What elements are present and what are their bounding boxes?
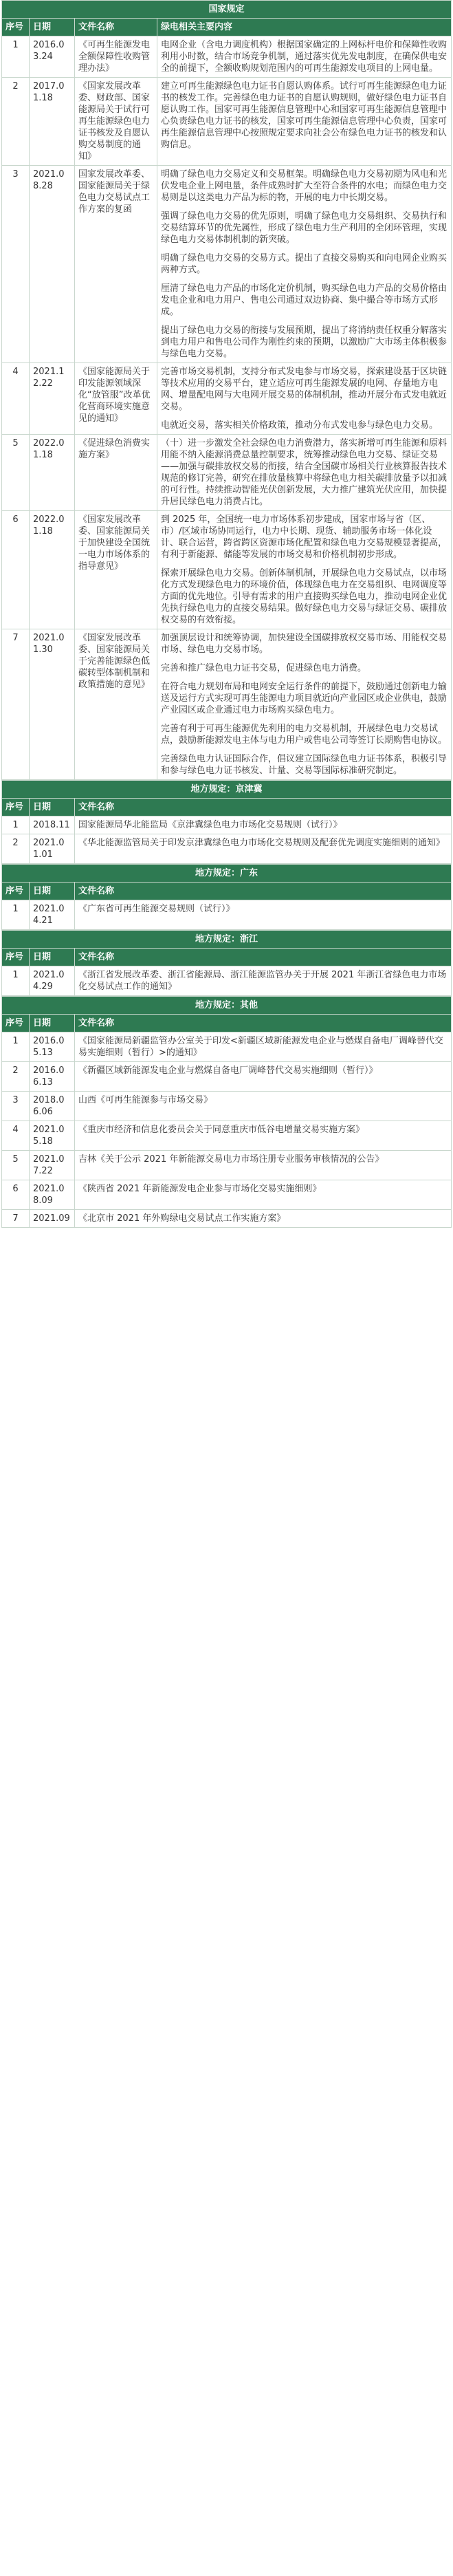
row-content bbox=[157, 363, 452, 435]
content-paragraph: 提出了绿色电力交易的衔接与发展预期，提出了将消纳责任权重分解落实到电力用户和售电公司作为刚性约束的预期，以激励广大市场主体积极参与绿色电力交易。 bbox=[161, 325, 448, 359]
row-date: 2017.01.18 bbox=[30, 78, 75, 166]
column-header-name: 文件名称 bbox=[75, 883, 452, 900]
row-document-name: 山西《可再生能源参与市场交易》 bbox=[75, 1092, 452, 1121]
column-header-no: 序号 bbox=[2, 19, 30, 36]
section-title: 地方规定：京津冀 bbox=[2, 781, 452, 799]
content-paragraph: 厘清了绿色电力产品的市场化定价机制，购买绿色电力产品的交易价格由发电企业和电力用户、售电公司通过双边协商、集中撮合等市场方式形成。 bbox=[161, 283, 448, 317]
row-number: 1 bbox=[2, 966, 30, 996]
row-document-name: 国家能源局华北能监局《京津冀绿色电力市场化交易规则（试行）》 bbox=[75, 816, 452, 834]
row-date: 2018.11 bbox=[30, 816, 75, 834]
row-date: 2021.12.22 bbox=[30, 363, 75, 435]
row-number: 1 bbox=[2, 36, 30, 78]
table-row bbox=[2, 900, 452, 930]
content-paragraph: 加强顶层设计和统筹协调，加快建设全国碳排放权交易市场、用能权交易市场、绿色电力交易市场。 bbox=[161, 633, 448, 655]
local-regulations bbox=[1, 780, 452, 1228]
row-date: 2021.05.18 bbox=[30, 1121, 75, 1151]
row-document-name: 《国家能源局关于印发能源领域深化“放管服”改革优化营商环境实施意见的通知》 bbox=[75, 363, 157, 435]
column-header-row bbox=[2, 1015, 452, 1032]
row-number: 6 bbox=[2, 1180, 30, 1210]
local-regulations-table bbox=[1, 864, 452, 930]
row-date: 2021.04.29 bbox=[30, 966, 75, 996]
content-paragraph: 完善绿色电力认证国际合作，倡议建立国际绿色电力证书体系，积极引导和参与绿色电力证书核发、计量、交易等国际标准研究制定。 bbox=[161, 754, 448, 776]
column-header-name: 文件名称 bbox=[75, 799, 452, 816]
row-document-name: 《国家发展改革委、财政部、国家能源局关于试行可再生能源绿色电力证书核发及自愿认购交易制度的通知》 bbox=[75, 78, 157, 166]
content-paragraph: 电网企业（含电力调度机构）根据国家确定的上网标杆电价和保障性收购利用小时数，结合市场竞争机制，通过落实优先发电制度，在确保供电安全的前提下，全额收购规划范围内的可再生能源发电项目的上网电量。 bbox=[161, 40, 448, 74]
row-number: 2 bbox=[2, 1062, 30, 1092]
table-row bbox=[2, 1151, 452, 1180]
row-content bbox=[157, 435, 452, 511]
column-header-no: 序号 bbox=[2, 799, 30, 816]
row-document-name: 吉林《关于公示 2021 年新能源交易电力市场注册专业服务审核情况的公告》 bbox=[75, 1151, 452, 1180]
row-document-name: 《北京市 2021 年外购绿电交易试点工作实施方案》 bbox=[75, 1210, 452, 1228]
column-header-row bbox=[2, 883, 452, 900]
section-title: 国家规定 bbox=[2, 1, 452, 19]
row-number: 6 bbox=[2, 511, 30, 629]
row-number: 4 bbox=[2, 363, 30, 435]
table-row bbox=[2, 1032, 452, 1062]
table-row bbox=[2, 363, 452, 435]
content-paragraph: 到 2025 年，全国统一电力市场体系初步建成，国家市场与省（区、市）/区域市场协同运行，电力中长期、现货、辅助服务市场一体化设计、联合运营，跨省跨区资源市场化配置和绿色电力交易规模显著提高，有利于新能源、储能等发展的市场交易和价格机制初步形成。 bbox=[161, 515, 448, 560]
column-header-date: 日期 bbox=[30, 799, 75, 816]
section-title-row bbox=[2, 865, 452, 883]
content-paragraph: 明确了绿色电力交易的交易方式。提出了直接交易购买和向电网企业购买两种方式。 bbox=[161, 253, 448, 275]
row-date: 2021.08.09 bbox=[30, 1180, 75, 1210]
table-row bbox=[2, 1180, 452, 1210]
content-paragraph: 强调了绿色电力交易的优先原则，明确了绿色电力交易组织、交易执行和交易结算环节的优先属性，形成了绿色电力生产利用的全闭环管理，实现绿色电力交易体制机制的新突破。 bbox=[161, 211, 448, 245]
column-header-name: 文件名称 bbox=[75, 19, 157, 36]
row-number: 1 bbox=[2, 1032, 30, 1062]
table-row bbox=[2, 435, 452, 511]
row-number: 1 bbox=[2, 900, 30, 930]
row-number: 1 bbox=[2, 816, 30, 834]
table-row bbox=[2, 834, 452, 864]
row-document-name: 《浙江省发展改革委、浙江省能源局、浙江能源监管办关于开展 2021 年浙江省绿色电力市场化交易试点工作的通知》 bbox=[75, 966, 452, 996]
column-header-name: 文件名称 bbox=[75, 949, 452, 966]
column-header-row bbox=[2, 19, 452, 36]
column-header-date: 日期 bbox=[30, 883, 75, 900]
row-date: 2022.01.18 bbox=[30, 435, 75, 511]
row-number: 3 bbox=[2, 166, 30, 363]
table-row bbox=[2, 966, 452, 996]
row-document-name: 《国家发展改革委、国家能源局关于完善能源绿色低碳转型体制机制和政策措施的意见》 bbox=[75, 629, 157, 780]
table-row bbox=[2, 629, 452, 780]
row-document-name: 《可再生能源发电全额保障性收购管理办法》 bbox=[75, 36, 157, 78]
row-content bbox=[157, 36, 452, 78]
row-date: 2022.01.18 bbox=[30, 511, 75, 629]
table-row bbox=[2, 1062, 452, 1092]
table-row bbox=[2, 166, 452, 363]
row-date: 2021.04.21 bbox=[30, 900, 75, 930]
row-document-name: 《国家能源局新疆监管办公室关于印发<新疆区域新能源发电企业与燃煤自备电厂调峰替代交易实施细则（暂行）>的通知》 bbox=[75, 1032, 452, 1062]
table-row bbox=[2, 1210, 452, 1228]
row-content bbox=[157, 78, 452, 166]
row-date: 2016.05.13 bbox=[30, 1032, 75, 1062]
row-number: 2 bbox=[2, 834, 30, 864]
row-date: 2021.01.30 bbox=[30, 629, 75, 780]
section-title-row bbox=[2, 931, 452, 949]
section-title-row bbox=[2, 1, 452, 19]
row-document-name: 《新疆区域新能源发电企业与燃煤自备电厂调峰替代交易实施细则（暂行）》 bbox=[75, 1062, 452, 1092]
local-regulations-table bbox=[1, 996, 452, 1228]
row-date: 2018.06.06 bbox=[30, 1092, 75, 1121]
content-paragraph: 在符合电力规划布局和电网安全运行条件的前提下，鼓励通过创新电力输送及运行方式实现可再生能源电力项目就近向产业园区或企业供电，鼓励产业园区或企业通过电力市场购买绿色电力。 bbox=[161, 682, 448, 715]
row-document-name: 《华北能源监管局关于印发京津冀绿色电力市场化交易规则及配套优先调度实施细则的通知》 bbox=[75, 834, 452, 864]
row-date: 2021.09 bbox=[30, 1210, 75, 1228]
content-paragraph: 完善和推广绿色电力证书交易，促进绿色电力消费。 bbox=[161, 663, 367, 673]
table-row bbox=[2, 1121, 452, 1151]
row-document-name: 《重庆市经济和信息化委员会关于同意重庆市低谷电增量交易实施方案》 bbox=[75, 1121, 452, 1151]
column-header-content: 绿电相关主要内容 bbox=[157, 19, 452, 36]
row-date: 2021.08.28 bbox=[30, 166, 75, 363]
content-paragraph: 建立可再生能源绿色电力证书自愿认购体系。试行可再生能源绿色电力证书的核发工作。完善绿色电力证书的自愿认购规则，做好绿色电力证书自愿认购工作。国家可再生能源信息管理中心和国家可再生能源信息管理中心负责绿色电力证书的核发，国家可再生能源信息管理中心负责，国家可再生能源信息管理中心按照规定要求向社会公布绿色电力证书的核发和认购信息。 bbox=[161, 81, 448, 150]
row-content bbox=[157, 511, 452, 629]
column-header-date: 日期 bbox=[30, 1015, 75, 1032]
local-regulations-table bbox=[1, 780, 452, 864]
row-date: 2016.03.24 bbox=[30, 36, 75, 78]
national-regulations-table bbox=[1, 0, 452, 780]
content-paragraph: （十）进一步激发全社会绿色电力消费潜力，落实新增可再生能源和原料用能不纳入能源消费总量控制要求，统筹推动绿色电力交易、绿证交易——加强与碳排放权交易的衔接，结合全国碳市场相关行业核算报告技术规范的修订完善，研究在排放量核算中将绿色电力相关碳排放量予以扣减的可行性。持续推动智能光伏创新发展，大力推广建筑光伏应用，加快提升居民绿色电力消费占比。 bbox=[161, 438, 448, 507]
content-paragraph: 完善有利于可再生能源优先利用的电力交易机制，开展绿色电力交易试点，鼓励新能源发电主体与电力用户或售电公司等签订长期购售电协议。 bbox=[161, 724, 448, 746]
column-header-row bbox=[2, 949, 452, 966]
content-paragraph: 电就近交易，落实相关价格政策，推动分布式发电参与绿色电力交易。 bbox=[161, 420, 439, 431]
row-number: 7 bbox=[2, 629, 30, 780]
section-title-row bbox=[2, 997, 452, 1015]
table-row bbox=[2, 1092, 452, 1121]
row-document-name: 《国家发展改革委、国家能源局关于加快建设全国统一电力市场体系的指导意见》 bbox=[75, 511, 157, 629]
local-regulations-table bbox=[1, 930, 452, 996]
row-document-name: 《陕西省 2021 年新能源发电企业参与市场化交易实施细则》 bbox=[75, 1180, 452, 1210]
content-paragraph: 完善市场交易机制，支持分布式发电参与市场交易，探索建设基于区块链等技术应用的交易平台，建立适应可再生能源发展的电网、存量地方电网、增量配电网与大电网开展交易的体制机制，推动开展分布式发电就近交易。 bbox=[161, 367, 448, 412]
row-date: 2021.07.22 bbox=[30, 1151, 75, 1180]
row-date: 2021.01.01 bbox=[30, 834, 75, 864]
row-number: 5 bbox=[2, 435, 30, 511]
row-number: 3 bbox=[2, 1092, 30, 1121]
row-content bbox=[157, 629, 452, 780]
row-content bbox=[157, 166, 452, 363]
row-number: 2 bbox=[2, 78, 30, 166]
column-header-date: 日期 bbox=[30, 949, 75, 966]
regulation-document bbox=[0, 0, 453, 1228]
table-row bbox=[2, 36, 452, 78]
row-date: 2016.06.13 bbox=[30, 1062, 75, 1092]
section-title: 地方规定：广东 bbox=[2, 865, 452, 883]
table-row bbox=[2, 816, 452, 834]
column-header-no: 序号 bbox=[2, 883, 30, 900]
section-title-row bbox=[2, 781, 452, 799]
column-header-date: 日期 bbox=[30, 19, 75, 36]
row-document-name: 《促进绿色消费实施方案》 bbox=[75, 435, 157, 511]
column-header-no: 序号 bbox=[2, 1015, 30, 1032]
row-document-name: 国家发展改革委、国家能源局关于绿色电力交易试点工作方案的复函 bbox=[75, 166, 157, 363]
column-header-name: 文件名称 bbox=[75, 1015, 452, 1032]
content-paragraph: 明确了绿色电力交易定义和交易框架。明确绿色电力交易初期为风电和光伏发电企业上网电量，条件成熟时扩大至符合条件的水电；而绿色电力交易则是以这类电力产品为标的物，开展的电力中长期交易。 bbox=[161, 169, 448, 203]
section-title: 地方规定：浙江 bbox=[2, 931, 452, 949]
row-number: 7 bbox=[2, 1210, 30, 1228]
row-document-name: 《广东省可再生能源交易规则（试行）》 bbox=[75, 900, 452, 930]
row-number: 4 bbox=[2, 1121, 30, 1151]
column-header-no: 序号 bbox=[2, 949, 30, 966]
section-title: 地方规定：其他 bbox=[2, 997, 452, 1015]
content-paragraph: 探索开展绿色电力交易。创新体制机制，开展绿色电力交易试点，以市场化方式发现绿色电力的环境价值，体现绿色电力在交易组织、电网调度等方面的优先地位。引导有需求的用户直接购买绿色电力，推动电网企业优先执行绿色电力的直接交易结果。做好绿色电力交易与绿证交易、碳排放权交易的有效衔接。 bbox=[161, 568, 448, 625]
table-row bbox=[2, 511, 452, 629]
column-header-row bbox=[2, 799, 452, 816]
row-number: 5 bbox=[2, 1151, 30, 1180]
table-row bbox=[2, 78, 452, 166]
